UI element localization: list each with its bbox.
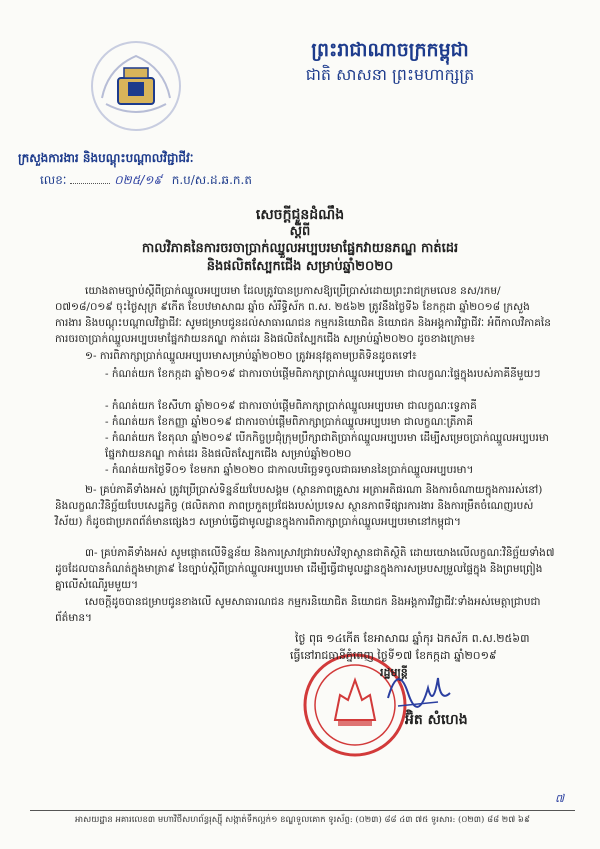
handwritten-signature-icon xyxy=(378,658,458,718)
section-3-paragraph: ៣- គ្រប់ភាគីទាំងអស់ សូមផ្តោតលើទិន្នន័យ និងការស្រាវជ្រាវរបស់វិទ្យាស្ថានជាតិស្ថិតិ ដោយយោងលើលក្ខណៈវិនិច្ឆ័យទាំង៧ ដូចដែលបានកំណត់ក្នុងមាត្រា៩ នៃច្បាប់ស្តីពីប្រាក់ឈ្នួលអប្បបរមា ដើម្បីធ្វើជាមូលដ្ឋានក្នុងការសម្របសម្រួលផ្ទៃក្នុង និងព្រមព្រៀងគ្នាលើសំណើរួមមួយ។ xyxy=(55,547,555,591)
notice-subject-label: ស្តីពី xyxy=(289,224,311,239)
reference-number: ០២៥/១៩ xyxy=(114,173,162,187)
notice-title: សេចក្តីជូនដំណឹង xyxy=(255,207,345,223)
solar-date: ធ្វើនៅរាជធានីភ្នំពេញ ថ្ងៃទី១៧ ខែកក្កដា ឆ្នាំ២០១៩ xyxy=(290,649,497,662)
schedule-item: - កំណត់យក ខែកញ្ញា ឆ្នាំ២០១៩ ជាការចាប់ផ្តើមពិភាក្សាប្រាក់ឈ្នួលអប្បបរមា ជាលក្ខណៈត្រីភាគី xyxy=(105,416,474,428)
signatory-name: អ៊ិត សំហេង xyxy=(405,712,468,728)
intro-paragraph: យោងតាមច្បាប់ស្តីពីប្រាក់ឈ្នួលអប្បបរមា ដែលត្រូវបានប្រកាសឱ្យប្រើប្រាស់ដោយព្រះរាជក្រមលេខ នស/រកម/០៧១៨/០១៩ ចុះថ្ងៃសុក្រ ៩កើត ខែបឋមាសាឍ ឆ្នាំច សំរឹទ្ធិស័ក ព.ស. ២៥៦២ ត្រូវនឹងថ្ងៃទី៦ ខែកក្កដា ឆ្នាំ២០១៨ ក្រសួងការងារ និងបណ្តុះបណ្តាលវិជ្ជាជីវៈ សូមជម្រាបជូនដល់សាធារណជន កម្មករនិយោជិត និយោជក និងអង្គការវិជ្ជាជីវៈ អំពីកាលវិភាគនៃការចរចាប្រាក់ឈ្នួលអប្បបរមាផ្នែកវាយនភណ្ឌ កាត់ដេរ និងផលិតស្បែកជើង សម្រាប់ឆ្នាំ២០២០ ដូចខាងក្រោម៖ xyxy=(55,285,551,345)
ministry-name: ក្រសួងការងារ និងបណ្តុះបណ្តាលវិជ្ជាជីវៈ xyxy=(18,151,194,165)
schedule-item: - កំណត់យក ខែសីហា ឆ្នាំ២០១៩ ជាការចាប់ផ្តើមពិភាក្សាប្រាក់ឈ្នួលអប្បបរមា ជាលក្ខណៈទ្វេភាគី xyxy=(105,400,477,412)
schedule-item: - កំណត់យក ខែតុលា ឆ្នាំ២០១៩ បើកកិច្ចប្រជុំក្រុមប្រឹក្សាជាតិប្រាក់ឈ្នួលអប្បបរមា ដើម្បីសម្រេចប្រាក់ឈ្នួលអប្បបរមាផ្នែកវាយនភណ្ឌ កាត់ដេរ និងផលិតស្បែកជើង សម្រាប់ឆ្នាំ២០២០ xyxy=(105,432,549,460)
schedule-item: - កំណត់យកថ្ងៃទី០១ ខែមករា ឆ្នាំ២០២០ ជាកាលបរិច្ឆេទចូលជាធរមាននៃប្រាក់ឈ្នួលអប្បបរមា។ xyxy=(105,464,474,476)
ministry-emblem-icon xyxy=(88,38,184,134)
reference-label: លេខៈ xyxy=(40,173,67,187)
schedule-item: - កំណត់យក ខែកក្កដា ឆ្នាំ២០១៩ ជាការចាប់ផ្តើមពិភាក្សាប្រាក់ឈ្នួលអប្បបរមា ជាលក្ខណៈផ្ទៃក្នុងរបស់ភាគីនីមួយៗ xyxy=(105,368,541,380)
section-1-heading: ១- ការពិភាក្សាប្រាក់ឈ្នួលអប្បបរមាសម្រាប់ឆ្នាំ២០២០ ត្រូវអនុវត្តតាមប្រតិទិនដូចតទៅ៖ xyxy=(85,350,417,362)
notice-subject-line2: និងផលិតស្បែកជើង សម្រាប់ឆ្នាំ២០២០ xyxy=(206,259,394,274)
closing-paragraph: សេចក្តីដូចបានជម្រាបជូនខាងលើ សូមសាធារណជន កម្មករនិយោជិត និយោជក និងអង្គការវិជ្ជាជីវៈទាំងអស់មេត្តាជ្រាបជាព័ត៌មាន។ xyxy=(55,596,541,624)
footer-address: អាសយដ្ឋាន អគារលេខ៣ មហាវិថីសហព័ន្ធរុស្ស៊ី សង្កាត់ទឹកល្អក់១ ខណ្ឌទួលគោក ទូរស័ព្ទ: (០២៣) ៨៨ ៤៣ ៧៥ ទូរសារ: (០២៣) ៨៨ ២៧ ៦៩ xyxy=(75,815,530,825)
reference-code: ក.ប/ស.ដ.ឆ.ក.ត xyxy=(171,173,252,187)
lunar-date: ថ្ងៃ ពុធ ១៤កើត ខែអាសាឍ ឆ្នាំកុរ ឯកស័ក ព.ស.២៥៦៣ xyxy=(295,632,530,645)
signatory-title: រដ្ឋមន្ត្រី xyxy=(380,666,408,679)
page-number: ៧ xyxy=(555,792,565,805)
kingdom-heading: ព្រះរាជាណាចក្រកម្ពុជា xyxy=(311,39,469,61)
reference-number-row xyxy=(40,172,252,190)
section-2-paragraph: ២- គ្រប់ភាគីទាំងអស់ ត្រូវប្រើប្រាស់ទិន្នន័យបែបសង្គម (ស្ថានភាពគ្រួសារ អត្រាអតិផរណា និងការចំណាយក្នុងការរស់នៅ) និងលក្ខណៈវិនិច្ឆ័យបែបសេដ្ឋកិច្ច (ផលិតភាព ភាពប្រកួតប្រជែងរបស់ប្រទេស ស្ថានភាពទីផ្សារការងារ និងការម្រឹតចំណេញរបស់វិស័យ) ក៏ដូចជាប្រភពព័ត៌មានផ្សេងៗ សម្រាប់ធ្វើជាមូលដ្ឋានក្នុងការពិភាក្សាប្រាក់ឈ្នួលអប្បបរមានៅកម្ពុជា។ xyxy=(55,484,543,528)
notice-subject-line1: កាលវិភាគនៃការចរចាប្រាក់ឈ្នួលអប្បបរមាផ្នែកវាយនភណ្ឌ កាត់ដេរ xyxy=(141,241,459,256)
nation-motto: ជាតិ សាសនា ព្រះមហាក្សត្រ xyxy=(305,65,475,84)
footer-divider xyxy=(30,810,575,811)
